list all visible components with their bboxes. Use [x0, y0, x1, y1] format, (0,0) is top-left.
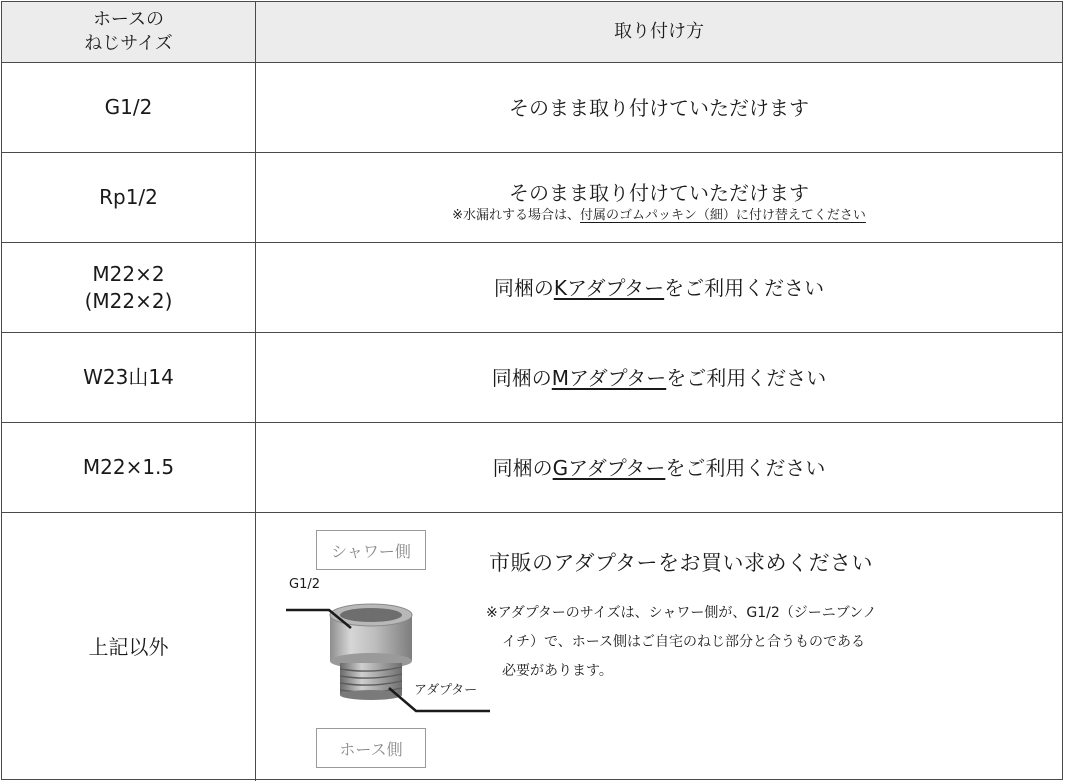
method-suffix: をご利用ください	[666, 365, 827, 390]
row-note	[452, 207, 866, 225]
note-line3: 必要があります。	[502, 663, 613, 679]
note-packing-link: 付属のゴムパッキン（細）に付け替えてください	[580, 207, 866, 223]
note-line1: ※アダプターのサイズは、シャワー側が、G1/2（ジーニブンノ	[486, 605, 877, 621]
table-row	[2, 333, 1062, 423]
hose-side-label: ホース側	[316, 728, 426, 768]
row-size: M22×1.5	[2, 423, 256, 512]
method-suffix: をご利用ください	[664, 275, 825, 300]
buy-adapter-title: 市販のアダプターをお買い求めください	[489, 551, 874, 575]
row-method-cell	[256, 423, 1062, 512]
method-suffix: をご利用ください	[665, 455, 826, 480]
k-adapter-link: Kアダプター	[553, 275, 665, 300]
row-method	[492, 364, 826, 392]
thread-size-callout: G1/2	[289, 577, 320, 592]
header-thread-size-line1: ホースの	[92, 9, 165, 30]
method-prefix: 同梱の	[492, 455, 553, 480]
table-row	[2, 243, 1062, 333]
adapter-callout: アダプター	[414, 683, 478, 698]
row-size: Rp1/2	[2, 153, 256, 242]
table-row	[2, 423, 1062, 513]
row-size: M22×2	[92, 261, 165, 286]
row-method	[493, 454, 826, 482]
row-method-cell	[256, 153, 1062, 242]
table-row	[2, 153, 1062, 243]
note-prefix: ※水漏れする場合は、	[452, 207, 581, 223]
method-prefix: 同梱の	[493, 275, 554, 300]
hose-thread-table	[1, 1, 1063, 780]
adapter-icon	[276, 573, 516, 773]
header-thread-size-line2: ねじサイズ	[84, 33, 173, 54]
adapter-size-note	[486, 599, 956, 686]
table-row-other	[2, 513, 1062, 781]
g-adapter-link: Gアダプター	[552, 455, 666, 480]
row-size-cell	[2, 243, 256, 332]
m-adapter-link: Mアダプター	[551, 365, 667, 390]
header-install-method: 取り付け方	[614, 21, 704, 42]
row-method: そのまま取り付けていただけます	[509, 180, 809, 205]
row-size: G1/2	[2, 63, 256, 152]
table-header	[2, 2, 1062, 63]
shower-side-label: シャワー側	[316, 530, 426, 570]
adapter-illustration-area	[256, 513, 1062, 781]
row-size: 上記以外	[2, 513, 256, 781]
table-row	[2, 63, 1062, 153]
header-thread-size	[2, 2, 256, 62]
row-method: そのまま取り付けていただけます	[509, 95, 809, 120]
note-line2: イチ）で、ホース側はご自宅のねじ部分と合うものである	[502, 634, 866, 650]
row-size: W23山14	[2, 333, 256, 422]
row-method-cell	[256, 243, 1062, 332]
row-method-cell	[256, 333, 1062, 422]
row-method	[494, 274, 824, 302]
row-size-sub: (M22×2)	[84, 288, 173, 313]
method-prefix: 同梱の	[491, 365, 552, 390]
